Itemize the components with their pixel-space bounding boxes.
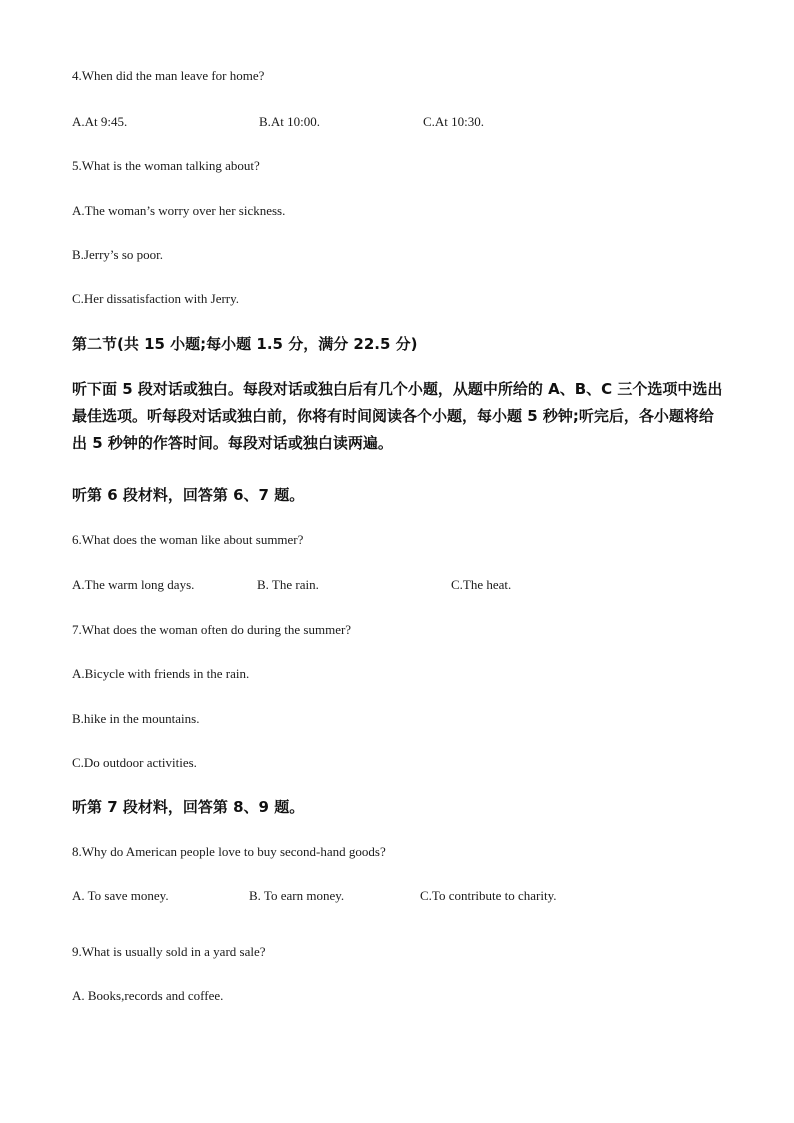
q7-option-c: C.Do outdoor activities. [72,755,197,770]
question-5: 5.What is the woman talking about? [72,158,260,173]
q8-option-a: A. To save money. [72,888,169,903]
q7-option-b: B.hike in the mountains. [72,711,200,726]
q8-option-b: B. To earn money. [249,888,345,903]
section-2-instructions: 听下面 5 段对话或独白。每段对话或独白后有几个小题，从题中所给的 A、B、C 三个选项中选出最佳选项。听每段对话或独白前，你将有时间阅读各个小题，每小题 5 秒钟;听完后，各小题将给出 5 秒钟的作答时间。每段对话或独白读两遍。 [72,380,723,452]
material-7-heading: 听第 7 段材料，回答第 8、9 题。 [72,798,305,816]
question-7: 7.What does the woman often do during the summer? [72,622,352,637]
q4-option-c: C.At 10:30. [423,114,485,129]
q8-option-c: C.To contribute to charity. [420,888,557,903]
q4-option-a: A.At 9:45. [72,114,128,129]
q5-option-a: A.The woman’s worry over her sickness. [72,203,286,218]
section-2-heading: 第二节(共 15 小题;每小题 1.5 分，满分 22.5 分) [72,335,418,353]
question-4: 4.When did the man leave for home? [72,68,265,83]
q4-option-b: B.At 10:00. [259,114,321,129]
q7-option-a: A.Bicycle with friends in the rain. [72,666,250,681]
q6-option-b: B. The rain. [257,577,319,592]
question-8: 8.Why do American people love to buy second-hand goods? [72,844,386,859]
material-6-heading: 听第 6 段材料，回答第 6、7 题。 [72,486,305,504]
question-6: 6.What does the woman like about summer? [72,532,304,547]
question-9: 9.What is usually sold in a yard sale? [72,944,266,959]
q6-option-c: C.The heat. [451,577,512,592]
q6-option-a: A.The warm long days. [72,577,195,592]
q5-option-b: B.Jerry’s so poor. [72,247,163,262]
q5-option-c: C.Her dissatisfaction with Jerry. [72,291,240,306]
q9-option-a: A. Books,records and coffee. [72,988,224,1003]
